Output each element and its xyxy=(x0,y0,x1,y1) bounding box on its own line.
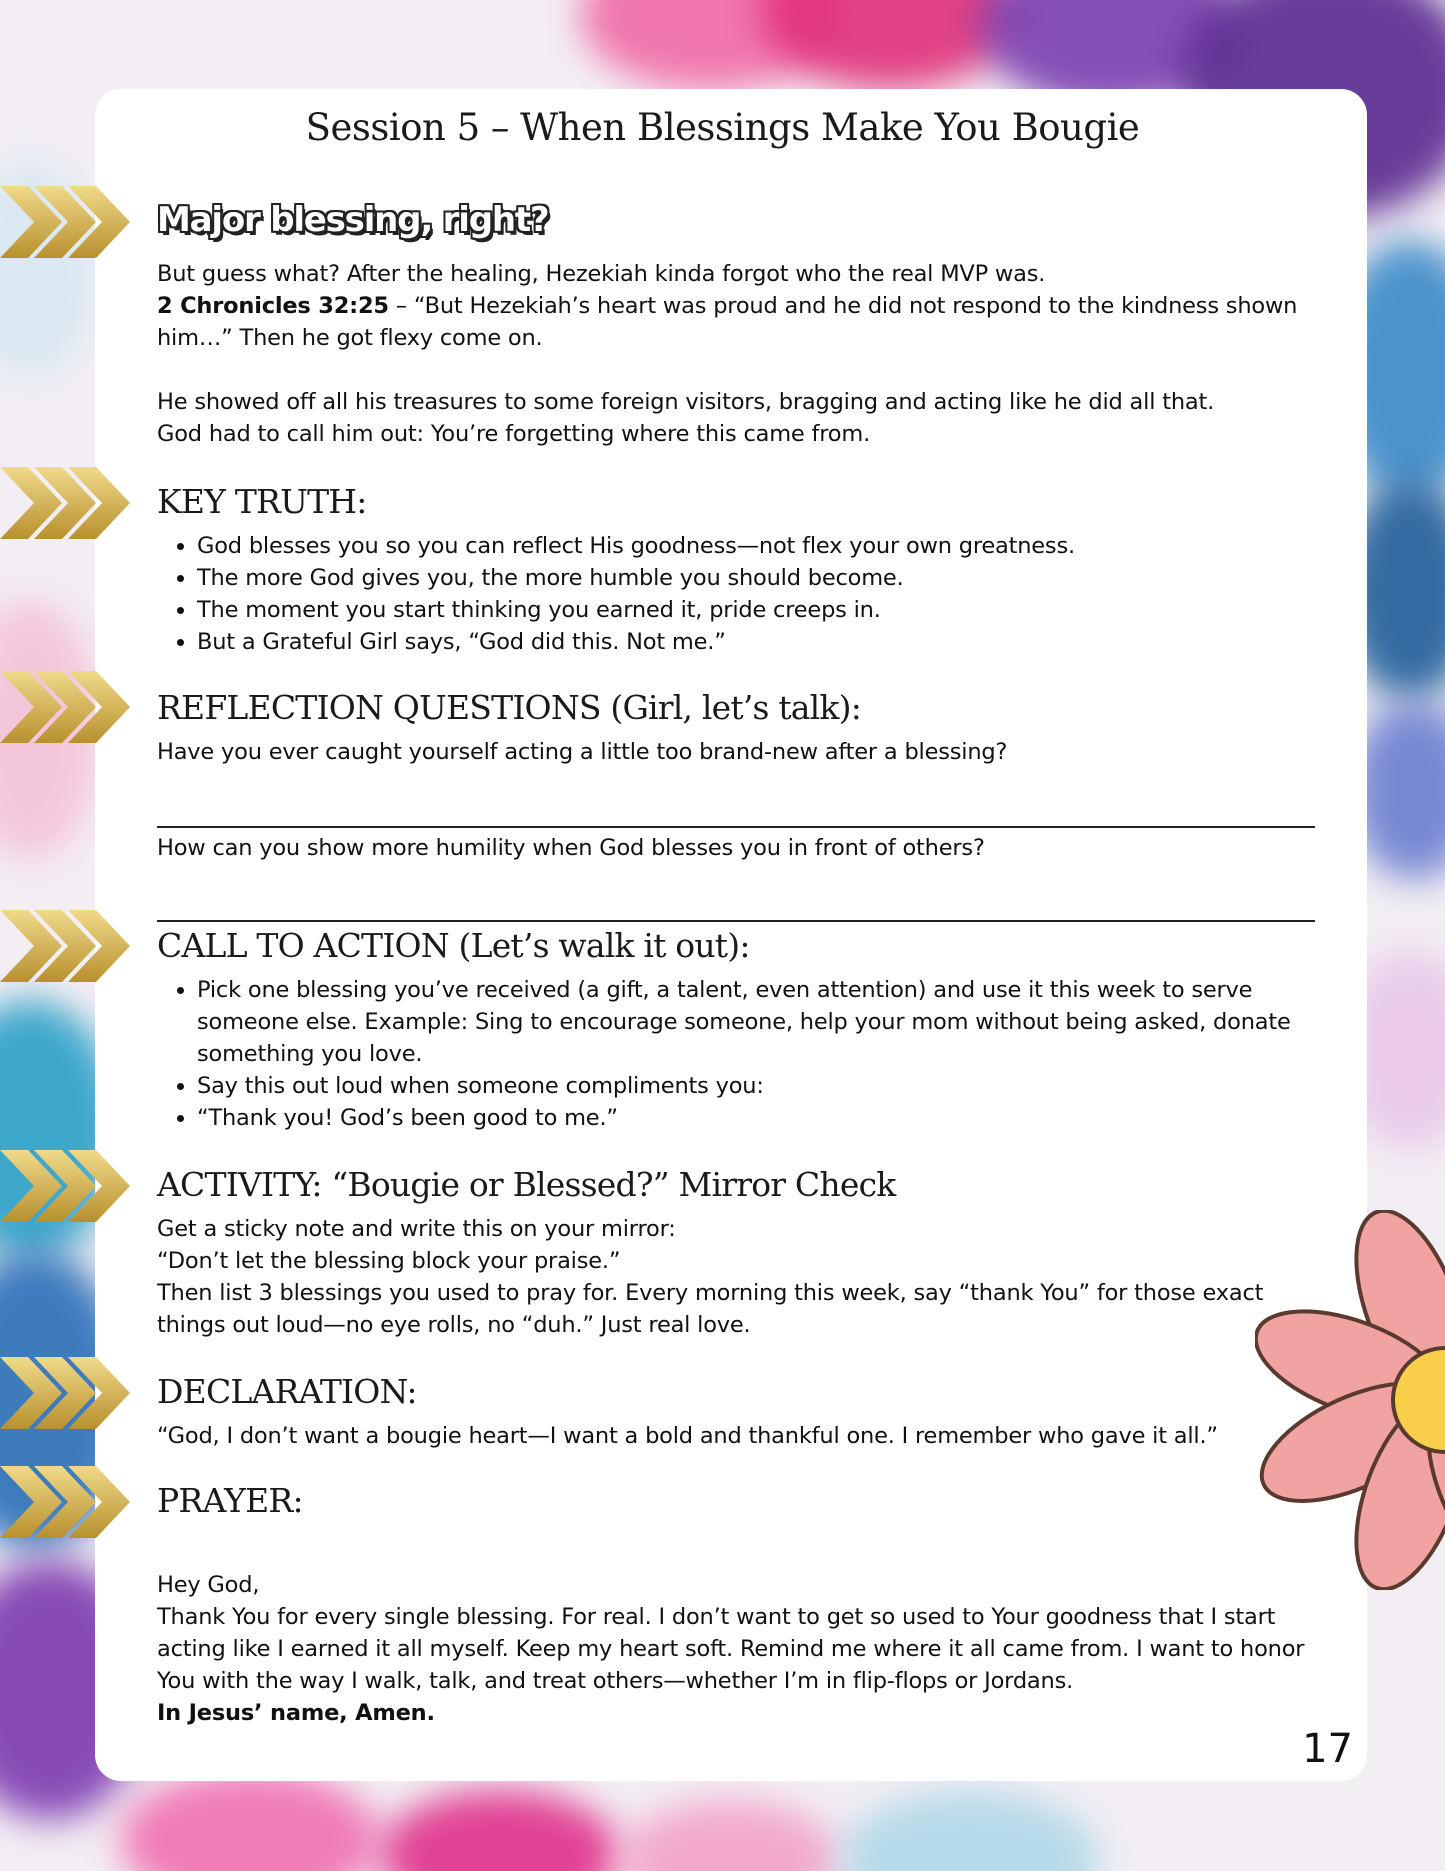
prayer-section xyxy=(157,1569,1317,1729)
call-to-action-heading: CALL TO ACTION (Let’s walk it out): xyxy=(157,926,750,965)
page-number: 17 xyxy=(1302,1726,1353,1772)
list-item: • But a Grateful Girl says, “God did this. Not me.” xyxy=(197,626,1317,658)
answer-line[interactable] xyxy=(157,826,1315,828)
key-truth-heading: KEY TRUTH: xyxy=(157,482,367,521)
declaration-text: “God, I don’t want a bougie heart—I want a bold and thankful one. I remember who gave it all.” xyxy=(157,1423,1218,1449)
reflection-question-2: How can you show more humility when God blesses you in front of others? xyxy=(157,835,985,861)
intro-paragraph-line: God had to call him out: You’re forgetting where this came from. xyxy=(157,421,871,447)
intro-line: But guess what? After the healing, Hezekiah kinda forgot who the real MVP was. xyxy=(157,261,1046,287)
list-item: • “Thank you! God’s been good to me.” xyxy=(197,1102,1317,1134)
activity-line: Get a sticky note and write this on your mirror: xyxy=(157,1216,676,1242)
reflection-question-1: Have you ever caught yourself acting a little too brand-new after a blessing? xyxy=(157,739,1008,765)
gold-chevrons-icon xyxy=(0,186,132,258)
activity-line: Then list 3 blessings you used to pray for. Every morning this week, say “thank You” for those exact things out loud—no eye rolls, no “duh.” Just real love. xyxy=(157,1280,1264,1338)
gold-chevrons-icon xyxy=(0,671,132,743)
list-item: • God blesses you so you can reflect His goodness—not flex your own greatness. xyxy=(197,530,1317,562)
activity-line: “Don’t let the blessing block your praise.” xyxy=(157,1248,621,1274)
key-truth-list xyxy=(157,530,1317,658)
answer-line[interactable] xyxy=(157,920,1315,922)
verse-text: – “But Hezekiah’s heart was proud and he did not respond to the kindness shown him…” Then he got flexy come on. xyxy=(157,293,1298,351)
intro-heading: Major blessing, right? xyxy=(157,200,549,240)
gold-chevrons-icon xyxy=(0,1357,132,1429)
verse-reference: 2 Chronicles 32:25 xyxy=(157,293,389,319)
prayer-closing: In Jesus’ name, Amen. xyxy=(157,1700,435,1726)
reflection-heading: REFLECTION QUESTIONS (Girl, let’s talk): xyxy=(157,688,862,727)
gold-chevrons-icon xyxy=(0,910,132,982)
gold-chevrons-icon xyxy=(0,1466,132,1538)
intro-paragraph-line: He showed off all his treasures to some foreign visitors, bragging and acting like he did all that. xyxy=(157,389,1215,415)
activity-heading: ACTIVITY: “Bougie or Blessed?” Mirror Check xyxy=(157,1165,896,1204)
activity-section xyxy=(157,1213,1317,1341)
page-title: Session 5 – When Blessings Make You Bougie xyxy=(305,106,1140,149)
flower-icon xyxy=(1255,1210,1445,1590)
prayer-body: Thank You for every single blessing. For real. I don’t want to get so used to Your goodness that I start acting like I earned it all myself. Keep my heart soft. Remind me where it all came from. I want to honor You with the way I walk, talk, and treat others—whether I’m in flip-flops or Jordans. xyxy=(157,1604,1305,1694)
prayer-greeting: Hey God, xyxy=(157,1572,260,1598)
call-to-action-list xyxy=(157,974,1317,1134)
prayer-heading: PRAYER: xyxy=(157,1481,303,1520)
list-item: • The more God gives you, the more humble you should become. xyxy=(197,562,1317,594)
list-item: • The moment you start thinking you earned it, pride creeps in. xyxy=(197,594,1317,626)
list-item: • Say this out loud when someone compliments you: xyxy=(197,1070,1317,1102)
intro-section xyxy=(157,258,1317,450)
gold-chevrons-icon xyxy=(0,467,132,539)
verse-paragraph xyxy=(157,290,1317,354)
list-item: • Pick one blessing you’ve received (a gift, a talent, even attention) and use it this week to serve someone else. Example: Sing to encourage someone, help your mom without being asked, donate something you love. xyxy=(197,974,1317,1070)
gold-chevrons-icon xyxy=(0,1150,132,1222)
declaration-heading: DECLARATION: xyxy=(157,1372,417,1411)
